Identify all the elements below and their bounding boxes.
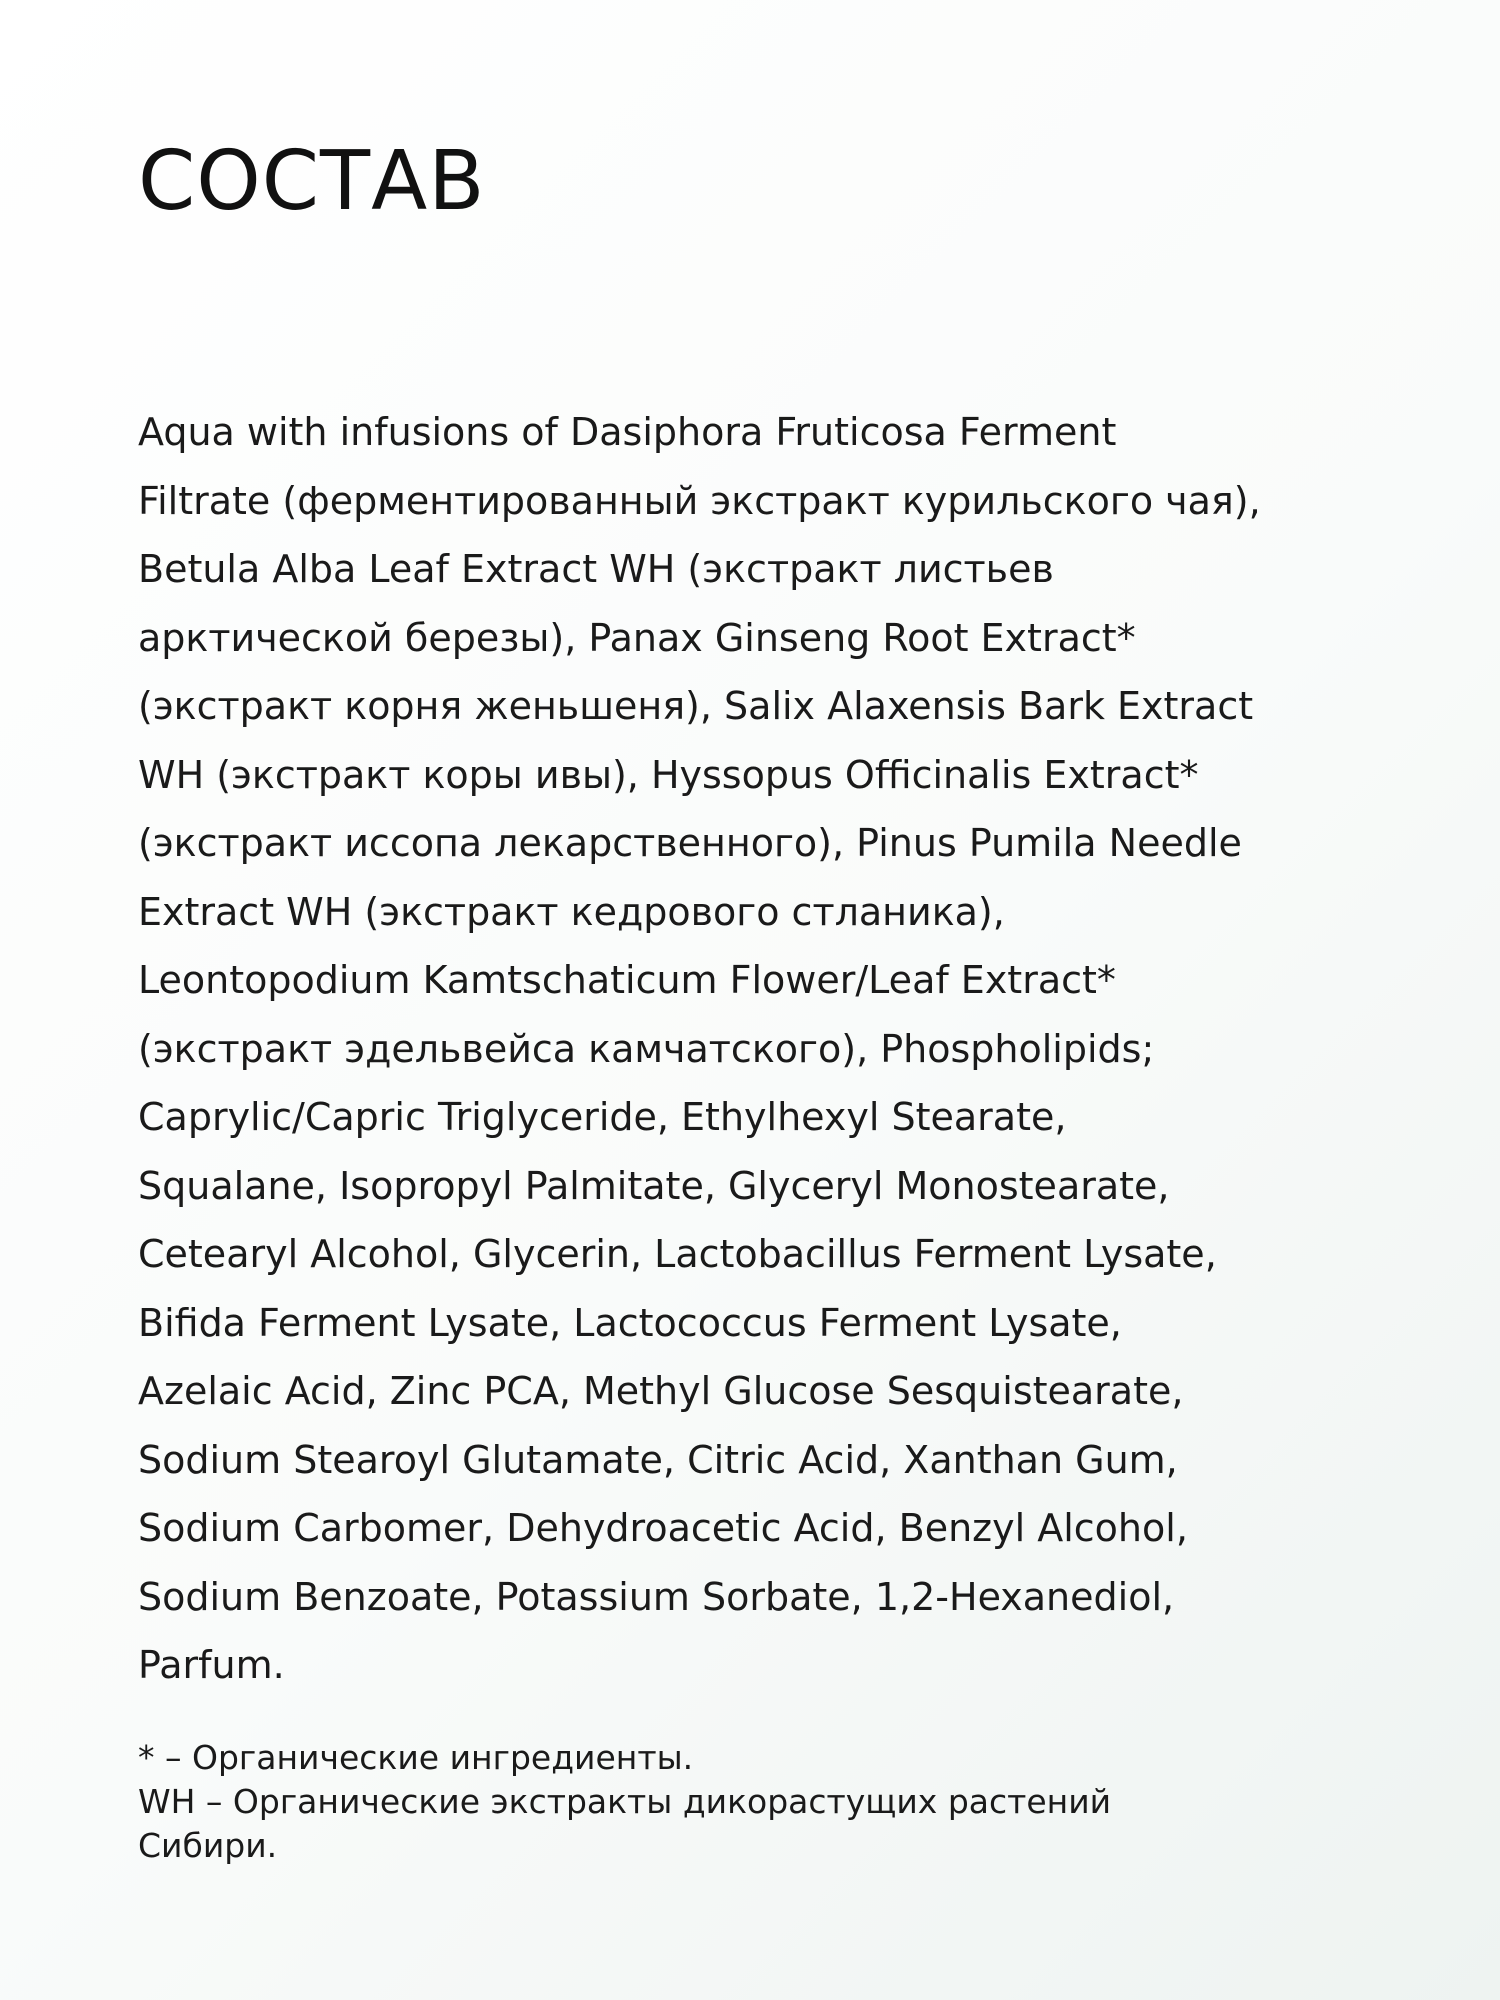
footnote-wh-line1: WH – Органические экстракты дикорастущих растений [138,1782,1112,1821]
footnote-wh-line2: Сибири. [138,1826,278,1865]
footnote-organic: * – Органические ингредиенты. [138,1738,694,1777]
page-title: СОСТАВ [138,134,486,229]
ingredients-list: Aqua with infusions of Dasiphora Fruticosa Ferment Filtrate (ферментированный экстракт курильского чая), Betula Alba Leaf Extract WH (экстракт листьев арктической березы), Panax Ginseng Root Extract* (экстракт корня женьшеня), Salix Alaxensis Bark Extract WH (экстракт коры ивы), Hyssopus Officinalis Extract* (экстракт иссопа лекарственного), Pinus Pumila Needle Extract WH (экстракт кедрового стланика), Leontopodium Kamtschaticum Flower/Leaf Extract* (экстракт эдельвейса камчатского), Phospholipids; Caprylic/Capric Triglyceride, Ethylhexyl Stearate, Squalane, Isopropyl Palmitate, Glyceryl Monostearate, Cetearyl Alcohol, Glycerin, Lactobacillus Ferment Lysate, Bifida Ferment Lysate, Lactococcus Ferment Lysate, Azelaic Acid, Zinc PCA, Methyl Glucose Sesquistearate, Sodium Stearoyl Glutamate, Citric Acid, Xanthan Gum, Sodium Carbomer, Dehydroacetic Acid, Benzyl Alcohol, Sodium Benzoate, Potassium Sorbate, 1,2-Hexanediol, Parfum. [138,410,1261,1687]
footnotes [138,1736,1388,1868]
